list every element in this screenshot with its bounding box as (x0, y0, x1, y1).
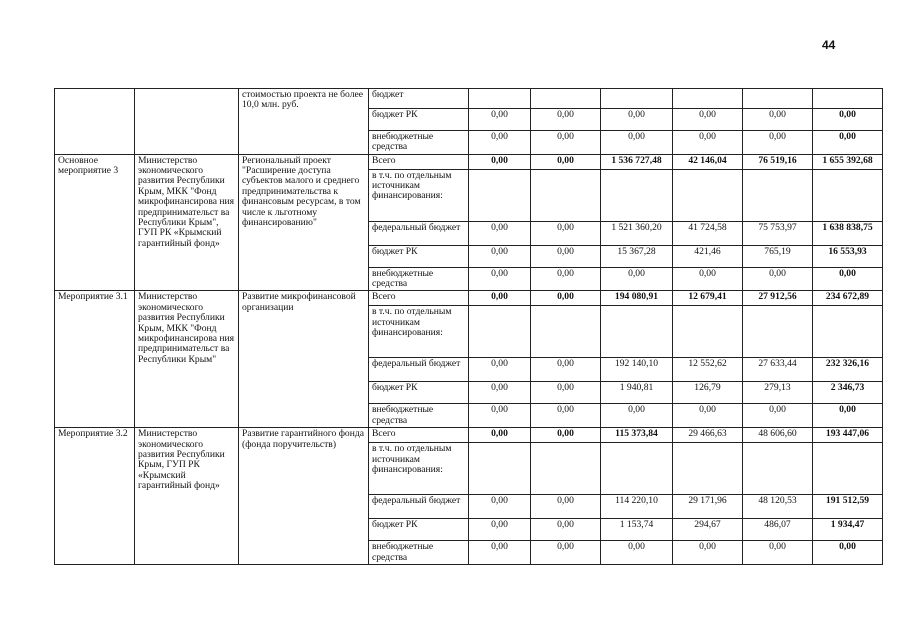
value-cell (601, 306, 673, 358)
value-cell (673, 306, 743, 358)
value-cell (531, 306, 601, 358)
value-cell: 0,00 (743, 404, 813, 428)
value-cell: 0,00 (601, 131, 673, 155)
description-cell: Развитие микрофинансовой организации (239, 291, 369, 428)
value-cell: 1 521 360,20 (601, 221, 673, 245)
value-cell: 0,00 (531, 131, 601, 155)
value-cell: 0,00 (673, 109, 743, 131)
description-cell: Развитие гарантийного фонда (фонда поручительств) (239, 428, 369, 565)
value-cell: 0,00 (469, 154, 531, 169)
value-cell (601, 443, 673, 495)
value-cell: 0,00 (601, 267, 673, 291)
value-cell: 0,00 (531, 358, 601, 382)
value-cell (673, 169, 743, 221)
value-cell (813, 89, 883, 109)
value-cell: 12 552,62 (673, 358, 743, 382)
value-cell: 0,00 (531, 291, 601, 306)
value-cell: 0,00 (469, 291, 531, 306)
value-cell: 0,00 (469, 267, 531, 291)
executor-cell: Министерство экономического развития Республики Крым, ГУП РК «Крымский гарантийный фонд» (135, 428, 239, 565)
value-cell: 0,00 (813, 541, 883, 565)
value-cell: 48 120,53 (743, 495, 813, 519)
value-cell (469, 306, 531, 358)
value-cell: 0,00 (531, 109, 601, 131)
value-cell: 115 373,84 (601, 428, 673, 443)
funding-source-cell: федеральный бюджет (369, 221, 469, 245)
value-cell: 0,00 (601, 109, 673, 131)
value-cell: 0,00 (531, 404, 601, 428)
value-cell: 126,79 (673, 382, 743, 404)
value-cell: 0,00 (469, 404, 531, 428)
value-cell: 0,00 (601, 541, 673, 565)
funding-source-cell: бюджет РК (369, 519, 469, 541)
value-cell: 114 220,10 (601, 495, 673, 519)
value-cell: 48 606,60 (743, 428, 813, 443)
value-cell (743, 443, 813, 495)
value-cell: 0,00 (469, 245, 531, 267)
funding-source-cell: в т.ч. по отдельным источникам финансирования: (369, 169, 469, 221)
funding-source-cell: внебюджетные средства (369, 131, 469, 155)
value-cell: 0,00 (743, 267, 813, 291)
measure-name-cell: Мероприятие 3.1 (55, 291, 135, 428)
value-cell (743, 89, 813, 109)
value-cell: 2 346,73 (813, 382, 883, 404)
value-cell: 232 326,16 (813, 358, 883, 382)
value-cell: 0,00 (469, 541, 531, 565)
measure-name-cell: Мероприятие 3.2 (55, 428, 135, 565)
value-cell: 16 553,93 (813, 245, 883, 267)
funding-source-cell: внебюджетные средства (369, 267, 469, 291)
value-cell (601, 169, 673, 221)
value-cell: 1 638 838,75 (813, 221, 883, 245)
value-cell (531, 89, 601, 109)
value-cell: 0,00 (673, 267, 743, 291)
value-cell: 0,00 (469, 109, 531, 131)
value-cell: 0,00 (531, 519, 601, 541)
value-cell: 234 672,89 (813, 291, 883, 306)
value-cell (469, 89, 531, 109)
value-cell (469, 169, 531, 221)
value-cell: 27 912,56 (743, 291, 813, 306)
value-cell: 0,00 (673, 541, 743, 565)
value-cell: 29 171,96 (673, 495, 743, 519)
value-cell: 0,00 (531, 221, 601, 245)
value-cell: 76 519,16 (743, 154, 813, 169)
table-row (55, 154, 883, 169)
value-cell: 0,00 (531, 267, 601, 291)
value-cell (673, 89, 743, 109)
value-cell: 0,00 (469, 428, 531, 443)
value-cell: 41 724,58 (673, 221, 743, 245)
value-cell: 0,00 (469, 495, 531, 519)
value-cell: 1 655 392,68 (813, 154, 883, 169)
funding-source-cell: федеральный бюджет (369, 495, 469, 519)
value-cell: 0,00 (469, 358, 531, 382)
value-cell: 0,00 (469, 382, 531, 404)
table-row (55, 291, 883, 306)
funding-source-cell: в т.ч. по отдельным источникам финансирования: (369, 306, 469, 358)
value-cell: 0,00 (469, 131, 531, 155)
value-cell: 42 146,04 (673, 154, 743, 169)
value-cell: 1 153,74 (601, 519, 673, 541)
value-cell (813, 306, 883, 358)
value-cell: 192 140,10 (601, 358, 673, 382)
value-cell: 0,00 (469, 519, 531, 541)
funding-source-cell: внебюджетные средства (369, 404, 469, 428)
value-cell: 0,00 (743, 131, 813, 155)
funding-source-cell: Всего (369, 428, 469, 443)
value-cell: 1 940,81 (601, 382, 673, 404)
value-cell: 421,46 (673, 245, 743, 267)
funding-source-cell: Всего (369, 154, 469, 169)
value-cell: 0,00 (531, 245, 601, 267)
value-cell (743, 306, 813, 358)
value-cell: 0,00 (531, 541, 601, 565)
funding-source-cell: внебюджетные средства (369, 541, 469, 565)
value-cell: 27 633,44 (743, 358, 813, 382)
value-cell (601, 89, 673, 109)
value-cell: 0,00 (601, 404, 673, 428)
funding-source-cell: бюджет РК (369, 245, 469, 267)
funding-source-cell: бюджет РК (369, 109, 469, 131)
budget-table (54, 88, 883, 565)
table-row (55, 89, 883, 109)
continued-criterion-cell: стоимостью проекта не более 10,0 млн. руб. (239, 89, 369, 155)
funding-source-cell: в т.ч. по отдельным источникам финансирования: (369, 443, 469, 495)
description-cell: Региональный проект "Расширение доступа субъектов малого и среднего предпринимательства к финансовым ресурсам, в том числе к льготному финансированию" (239, 154, 369, 291)
value-cell: 0,00 (531, 495, 601, 519)
value-cell: 1 934,47 (813, 519, 883, 541)
value-cell (469, 443, 531, 495)
value-cell: 12 679,41 (673, 291, 743, 306)
value-cell: 0,00 (673, 131, 743, 155)
value-cell: 0,00 (813, 109, 883, 131)
value-cell: 0,00 (813, 131, 883, 155)
value-cell: 765,19 (743, 245, 813, 267)
value-cell: 279,13 (743, 382, 813, 404)
value-cell (673, 443, 743, 495)
value-cell: 0,00 (531, 154, 601, 169)
measure-name-cell: Основное мероприятие 3 (55, 154, 135, 291)
funding-source-cell: бюджет (369, 89, 469, 109)
value-cell (743, 169, 813, 221)
value-cell: 294,67 (673, 519, 743, 541)
value-cell: 0,00 (813, 267, 883, 291)
page-number: 44 (822, 38, 836, 52)
value-cell: 15 367,28 (601, 245, 673, 267)
value-cell: 486,07 (743, 519, 813, 541)
value-cell: 0,00 (531, 382, 601, 404)
continued-executor-cell (135, 89, 239, 155)
value-cell: 0,00 (743, 541, 813, 565)
value-cell: 0,00 (531, 428, 601, 443)
value-cell: 75 753,97 (743, 221, 813, 245)
value-cell: 191 512,59 (813, 495, 883, 519)
value-cell (531, 169, 601, 221)
value-cell: 194 080,91 (601, 291, 673, 306)
value-cell: 1 536 727,48 (601, 154, 673, 169)
value-cell: 29 466,63 (673, 428, 743, 443)
value-cell (531, 443, 601, 495)
funding-source-cell: бюджет РК (369, 382, 469, 404)
value-cell: 0,00 (743, 109, 813, 131)
value-cell (813, 443, 883, 495)
executor-cell: Министерство экономического развития Республики Крым, МКК "Фонд микрофинансирова ния предпринимательст ва Республики Крым" (135, 291, 239, 428)
value-cell: 0,00 (813, 404, 883, 428)
executor-cell: Министерство экономического развития Республики Крым, МКК "Фонд микрофинансирова ния предпринимательст ва Республики Крым", ГУП РК «Крымский гарантийный фонд» (135, 154, 239, 291)
funding-source-cell: федеральный бюджет (369, 358, 469, 382)
table-row (55, 428, 883, 443)
value-cell (813, 169, 883, 221)
value-cell: 0,00 (469, 221, 531, 245)
value-cell: 193 447,06 (813, 428, 883, 443)
funding-source-cell: Всего (369, 291, 469, 306)
continued-name-cell (55, 89, 135, 155)
value-cell: 0,00 (673, 404, 743, 428)
